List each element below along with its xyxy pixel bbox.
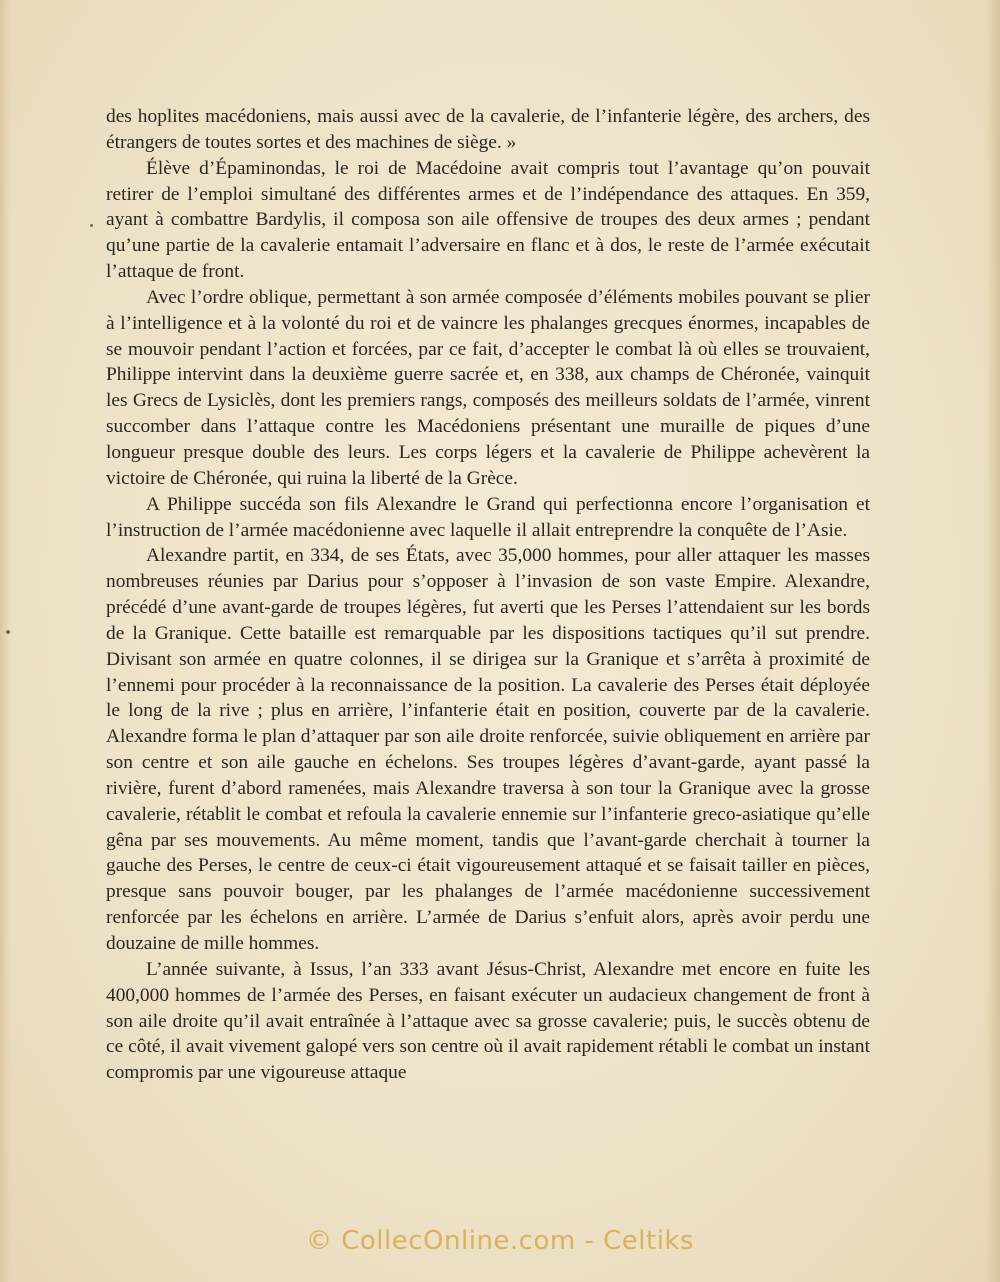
page-right-edge <box>986 0 1000 1282</box>
page-left-edge <box>0 0 10 1282</box>
paragraph-1: des hoplites macédoniens, mais aussi avec de la cavalerie, de l’infanterie légère, des archers, des étrangers de toutes sortes et des machines de siège. » <box>106 106 870 153</box>
body-text <box>106 104 870 1086</box>
paper-speck <box>6 630 10 634</box>
paper-speck <box>90 224 93 227</box>
paragraph-2: Élève d’Épaminondas, le roi de Macédoine avait compris tout l’avantage qu’on pouvait retirer de l’emploi simultané des différentes armes et de l’indépendance des attaques. En 359, ayant à combattre Bardylis, il composa son aile offensive de troupes des deux armes ; pendant qu’une partie de la cavalerie entamait l’adversaire en flanc et à dos, le reste de l’armée exécutait l’attaque de front. <box>106 157 870 283</box>
paragraph-3: Avec l’ordre oblique, permettant à son armée composée d’éléments mobiles pouvant se plier à l’intelligence et à la volonté du roi et de vaincre les phalanges grecques énormes, incapables de se mouvoir pendant l’action et forcées, par ce fait, d’accepter le combat là où elles se trouvaient, Philippe intervint dans la deuxième guerre sacrée et, en 338, aux champs de Chéronée, vainquit les Grecs de Lysiclès, dont les premiers rangs, composés des meilleurs soldats de l’armée, vinrent succomber dans l’attaque contre les Macédoniens présentant une muraille de piques d’une longueur presque double des leurs. Les corps légers et la cavalerie de Philippe achevèrent la victoire de Chéronée, qui ruina la liberté de la Grèce. <box>106 286 870 489</box>
paragraph-4: A Philippe succéda son fils Alexandre le Grand qui perfectionna encore l’organisation et l’instruction de l’armée macédonienne avec laquelle il allait entreprendre la conquête de l’Asie. <box>106 493 870 541</box>
watermark-text: © CollecOnline.com - Celtiks <box>305 1226 695 1256</box>
paragraph-6: L’année suivante, à Issus, l’an 333 avant Jésus-Christ, Alexandre met encore en fuite les 400,000 hommes de l’armée des Perses, en faisant exécuter un audacieux changement de front à son aile droite qu’il avait entraînée à l’attaque avec sa grosse cavalerie; puis, le succès obtenu de ce côté, il avait vivement galopé vers son centre où il avait rapidement rétabli le combat un instant compromis par une vigoureuse attaque <box>106 958 870 1084</box>
paragraph-5: Alexandre partit, en 334, de ses États, avec 35,000 hommes, pour aller attaquer les masses nombreuses réunies par Darius pour s’opposer à l’invasion de son vaste Empire. Alexandre, précédé d’une avant-garde de troupes légères, fut averti que les Perses l’attendaient sur les bords de la Granique. Cette bataille est remarquable par les dispositions tactiques qu’il sut prendre. Divisant son armée en quatre colonnes, il se dirigea sur la Granique et s’arrêta à proximité de l’ennemi pour procéder à la reconnaissance de la position. La cavalerie des Perses était déployée le long de la rive ; plus en arrière, l’infanterie était en position, couverte par de la cavalerie. Alexandre forma le plan d’attaquer par son aile droite renforcée, suivie obliquement en arrière par son centre et son aile gauche en échelons. Ses troupes légères d’avant-garde, ayant passé la rivière, furent d’abord ramenées, mais Alexandre traversa à son tour la Granique avec la grosse cavalerie, rétablit le combat et refoula la cavalerie ennemie sur l’infanterie greco-asiatique qu’elle gêna par ses mouvements. Au même moment, tandis que l’avant-garde cherchait à tourner la gauche des Perses, le centre de ceux-ci était vigoureusement attaqué et se faisait tailler en pièces, presque sans pouvoir bouger, par les phalanges de l’armée macédonienne successivement renforcée par les échelons en arrière. L’armée de Darius s’enfuit alors, après avoir perdu une douzaine de mille hommes. <box>106 545 870 954</box>
